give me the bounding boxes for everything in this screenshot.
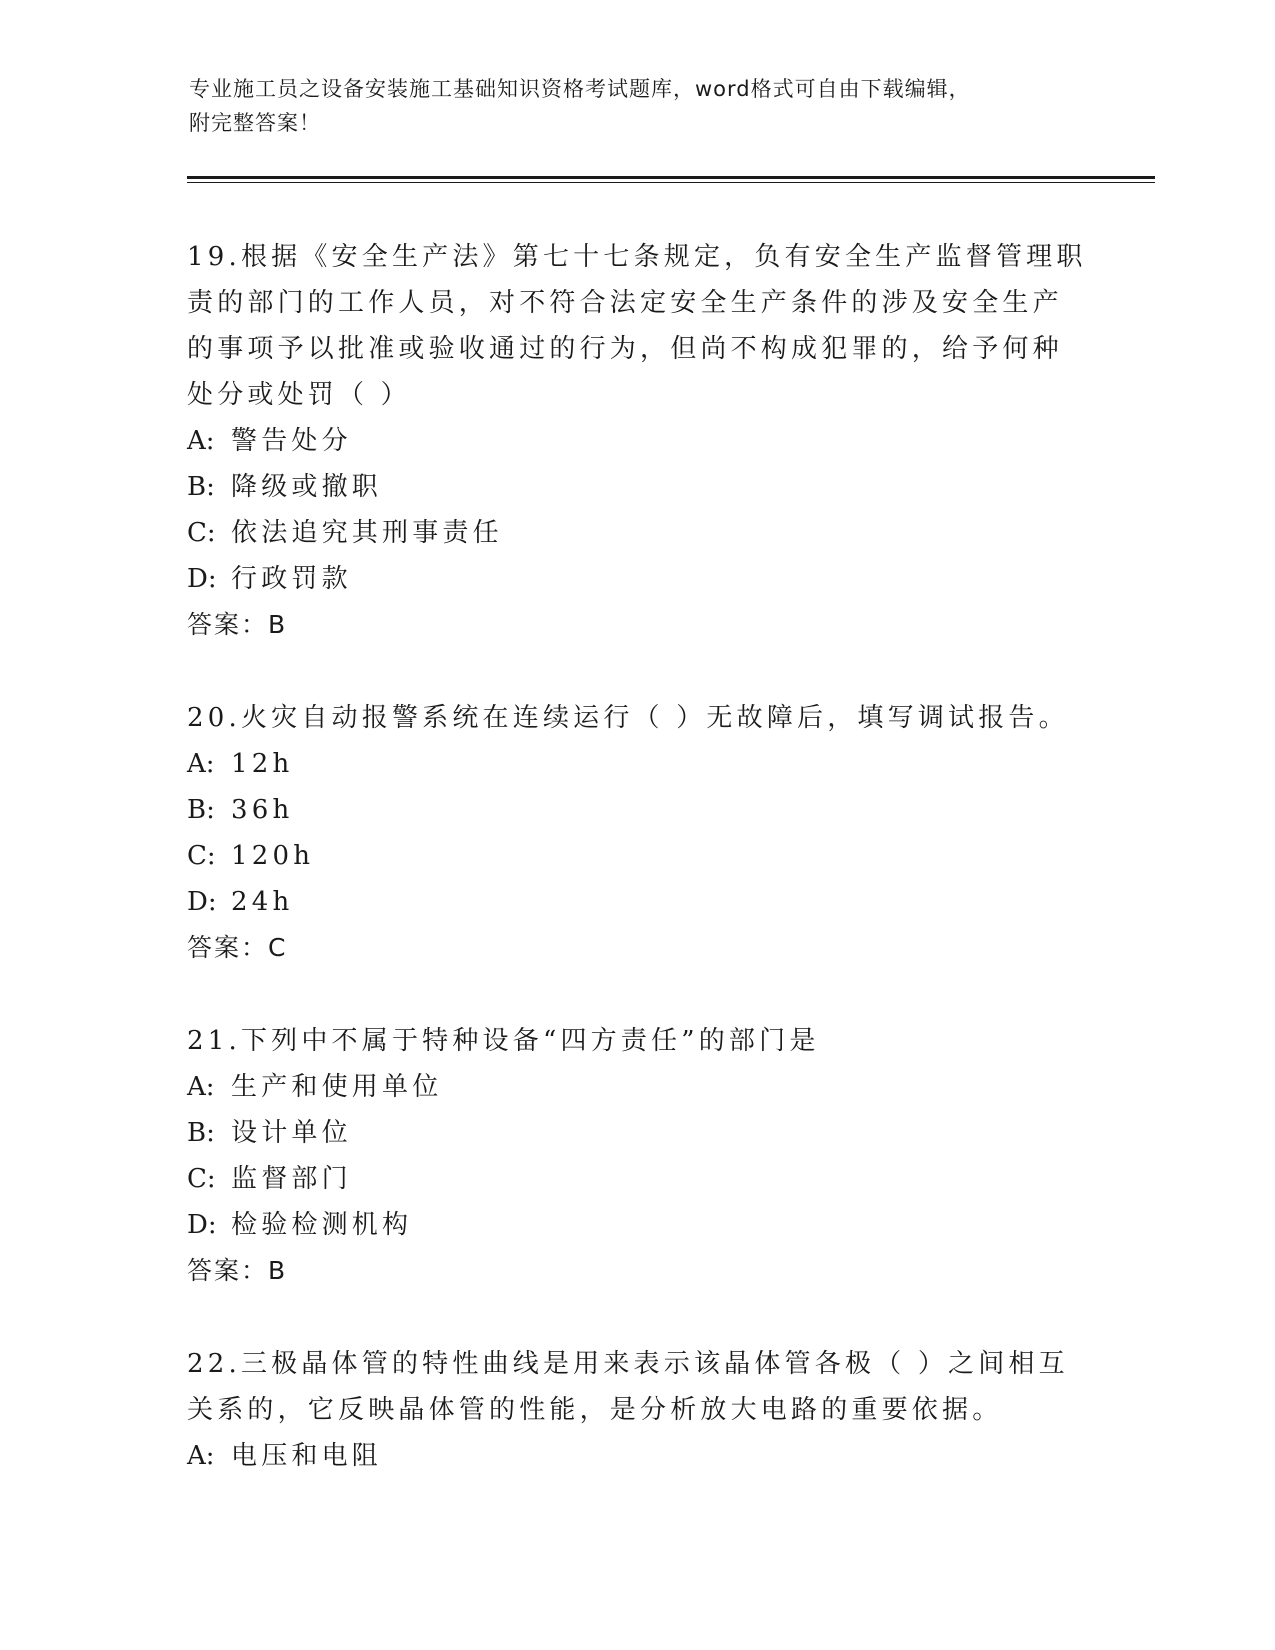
option-letter: A: <box>187 1441 215 1471</box>
option-letter: C: <box>187 1164 216 1194</box>
option-text: 生产和使用单位 <box>231 1072 443 1102</box>
option-text: 12h <box>231 749 294 779</box>
question-stem: 21.下列中不属于特种设备“四方责任”的部门是 <box>187 1026 820 1056</box>
option-text: 行政罚款 <box>231 564 352 594</box>
question-list <box>187 234 1087 1526</box>
option-text: 120h <box>231 841 315 871</box>
option-text: 电压和电阻 <box>231 1441 383 1471</box>
option-text: 设计单位 <box>231 1118 352 1148</box>
question-stem: 19.根据《安全生产法》第七十七条规定，负有安全生产监督管理职责的部门的工作人员，对不符合法定安全生产条件的涉及安全生产的事项予以批准或验收通过的行为，但尚不构成犯罪的，给予何种处分或处罚（ ） <box>187 242 1087 410</box>
question-21 <box>187 1018 1087 1294</box>
option-c <box>187 833 1087 879</box>
option-d <box>187 879 1087 925</box>
option-b <box>187 464 1087 510</box>
option-letter: D: <box>187 564 217 594</box>
question-20 <box>187 695 1087 971</box>
option-d <box>187 1202 1087 1248</box>
option-letter: B: <box>187 795 215 825</box>
option-c <box>187 1156 1087 1202</box>
option-b <box>187 1110 1087 1156</box>
option-letter: C: <box>187 518 216 548</box>
option-c <box>187 510 1087 556</box>
option-letter: A: <box>187 426 215 456</box>
option-d <box>187 556 1087 602</box>
option-a <box>187 1433 1087 1479</box>
option-letter: A: <box>187 1072 215 1102</box>
option-letter: C: <box>187 841 216 871</box>
option-text: 依法追究其刑事责任 <box>231 518 503 548</box>
header-divider-thick <box>187 176 1155 179</box>
option-a <box>187 418 1087 464</box>
option-a <box>187 1064 1087 1110</box>
answer-label: 答案：B <box>187 610 288 639</box>
option-text: 降级或撤职 <box>231 472 383 502</box>
option-text: 警告处分 <box>231 426 352 456</box>
option-b <box>187 787 1087 833</box>
header-divider-thin <box>187 182 1155 183</box>
header-intro-line-2: 附完整答案！ <box>189 111 321 135</box>
question-stem: 20.火灾自动报警系统在连续运行（ ）无故障后，填写调试报告。 <box>187 703 1069 733</box>
option-text: 24h <box>231 887 294 917</box>
option-text: 监督部门 <box>231 1164 352 1194</box>
option-letter: D: <box>187 1210 217 1240</box>
option-letter: B: <box>187 1118 215 1148</box>
option-text: 检验检测机构 <box>231 1210 413 1240</box>
answer-label: 答案：B <box>187 1256 288 1285</box>
answer-label: 答案：C <box>187 933 288 962</box>
option-letter: A: <box>187 749 215 779</box>
question-19 <box>187 234 1087 648</box>
document-header <box>189 72 1069 140</box>
option-letter: D: <box>187 887 217 917</box>
option-letter: B: <box>187 472 215 502</box>
header-intro-line-1: 专业施工员之设备安装施工基础知识资格考试题库，word格式可自由下载编辑， <box>189 77 971 101</box>
option-text: 36h <box>231 795 294 825</box>
option-a <box>187 741 1087 787</box>
question-stem: 22.三极晶体管的特性曲线是用来表示该晶体管各极（ ）之间相互关系的，它反映晶体管的性能，是分析放大电路的重要依据。 <box>187 1349 1069 1425</box>
question-22 <box>187 1341 1087 1479</box>
